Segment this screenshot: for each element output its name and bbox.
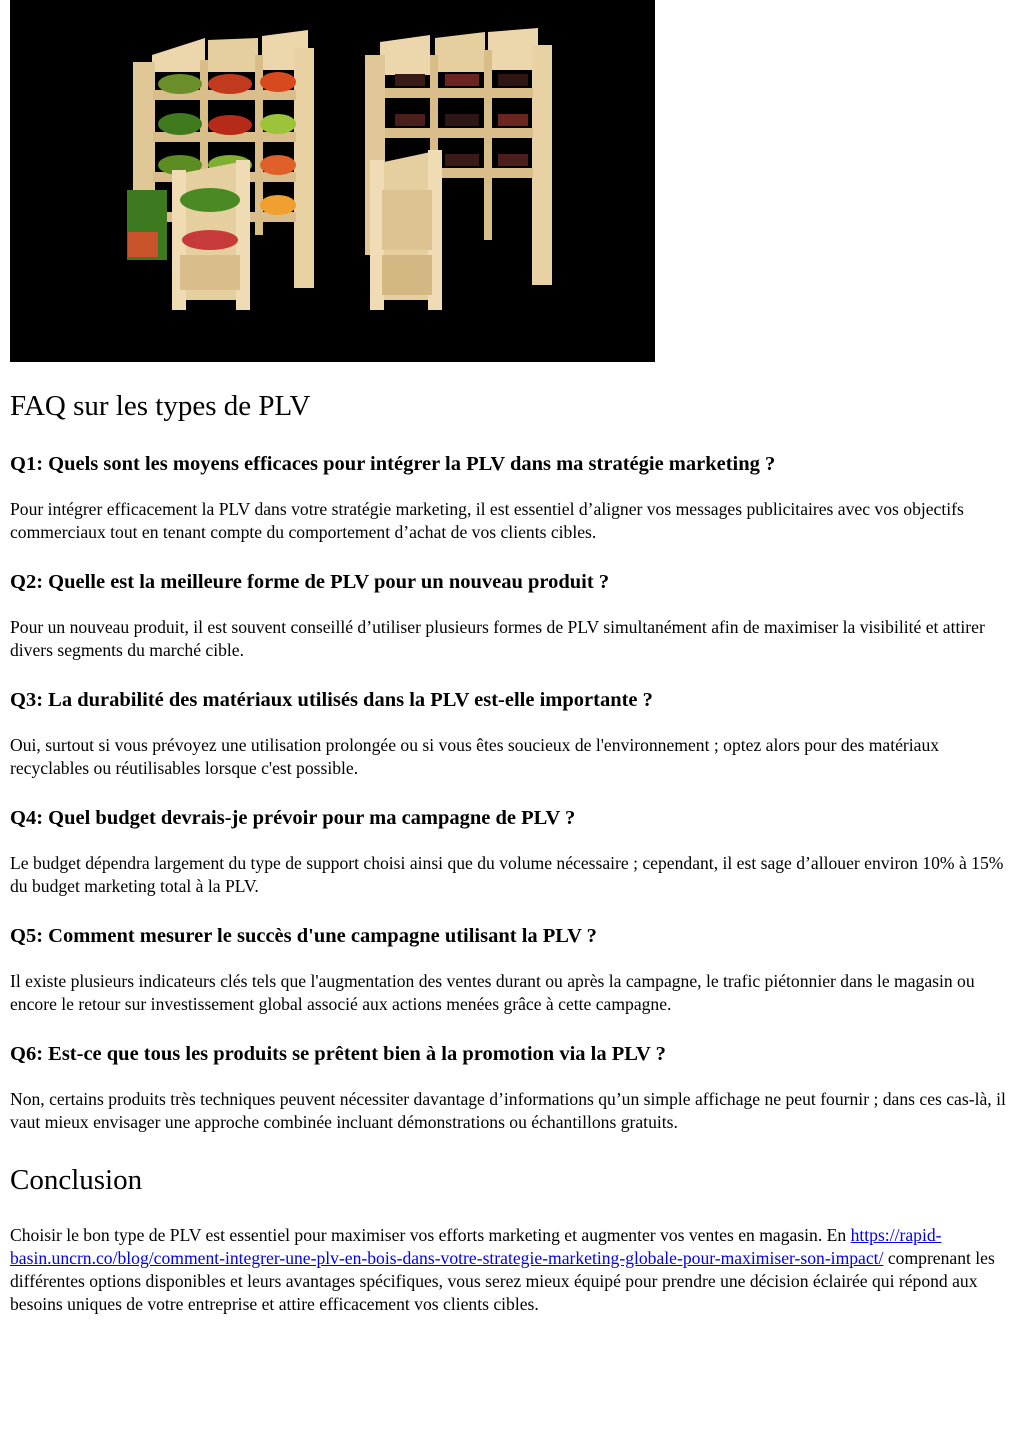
faq-answer: Il existe plusieurs indicateurs clés tels que l'augmentation des ventes durant ou après la campagne, le trafic piétonnier dans le magasin ou encore le retour sur investissement global associé aux actions menées grâce à cette campagne.: [10, 971, 975, 1014]
faq-item-1: [10, 450, 1015, 544]
faq-item-5: [10, 922, 1015, 1016]
hero-image: [10, 0, 655, 362]
faq-question: Q6: Est-ce que tous les produits se prêtent bien à la promotion via la PLV ?: [10, 1043, 666, 1065]
faq-answer: Oui, surtout si vous prévoyez une utilisation prolongée ou si vous êtes soucieux de l'environnement ; optez alors pour des matériaux recyclables ou réutilisables lorsque c'est possible.: [10, 735, 940, 778]
faq-answer: Pour un nouveau produit, il est souvent conseillé d’utiliser plusieurs formes de PLV simultanément afin de maximiser la visibilité et attirer divers segments du marché cible.: [10, 617, 985, 660]
faq-heading: FAQ sur les types de PLV: [10, 390, 311, 422]
article-content: [10, 384, 1015, 1316]
faq-item-2: [10, 568, 1015, 662]
faq-question: Q1: Quels sont les moyens efficaces pour intégrer la PLV dans ma stratégie marketing ?: [10, 453, 776, 475]
faq-item-4: [10, 804, 1015, 898]
faq-question: Q5: Comment mesurer le succès d'une campagne utilisant la PLV ?: [10, 925, 597, 947]
conclusion-text-after: comprenant les différentes options disponibles et leurs avantages spécifiques, vous serez mieux équipé pour prendre une décision éclairée qui répond aux besoins uniques de votre entreprise et attire efficacement vos clients cibles.: [10, 1248, 995, 1314]
faq-question: Q3: La durabilité des matériaux utilisés dans la PLV est-elle importante ?: [10, 689, 653, 711]
article-link[interactable]: https://rapid-basin.uncrn.co/blog/comment-integrer-une-plv-en-bois-dans-votre-strategie-marketing-globale-pour-maximiser-son-impact/: [10, 1225, 942, 1268]
faq-answer: Non, certains produits très techniques peuvent nécessiter davantage d’informations qu’un simple affichage ne peut fournir ; dans ces cas-là, il vaut mieux envisager une approche combinée incluant démonstrations ou échantillons gratuits.: [10, 1089, 1006, 1132]
faq-answer: Le budget dépendra largement du type de support choisi ainsi que du volume nécessaire ; cependant, il est sage d’allouer environ 10% à 15% du budget marketing total à la PLV.: [10, 853, 1004, 896]
faq-answer: Pour intégrer efficacement la PLV dans votre stratégie marketing, il est essentiel d’aligner vos messages publicitaires avec vos objectifs commerciaux tout en tenant compte du comportement d’achat de vos clients cibles.: [10, 499, 964, 542]
faq-question: Q4: Quel budget devrais-je prévoir pour ma campagne de PLV ?: [10, 807, 576, 829]
conclusion-heading: Conclusion: [10, 1164, 143, 1196]
conclusion-text-before: Choisir le bon type de PLV est essentiel pour maximiser vos efforts marketing et augmenter vos ventes en magasin. En: [10, 1225, 851, 1245]
wooden-plv-display-racks-photo-icon: [10, 0, 655, 362]
faq-item-3: [10, 686, 1015, 780]
faq-item-6: [10, 1040, 1015, 1134]
conclusion-paragraph: [10, 1224, 1015, 1316]
faq-question: Q2: Quelle est la meilleure forme de PLV pour un nouveau produit ?: [10, 571, 610, 593]
